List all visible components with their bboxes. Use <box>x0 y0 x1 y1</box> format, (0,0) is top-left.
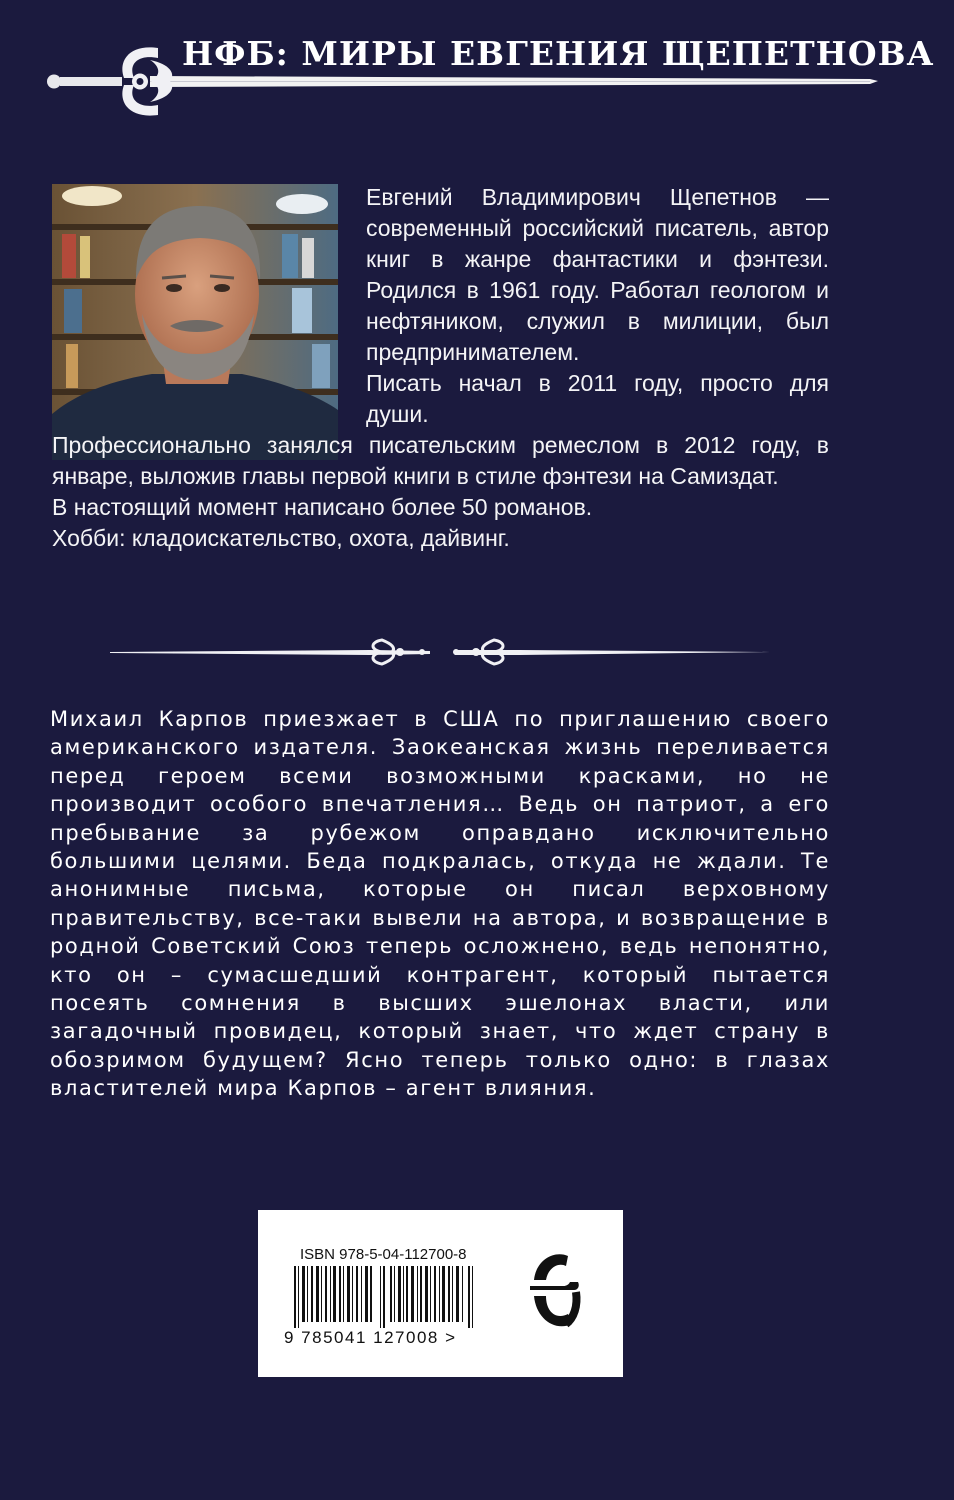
bio-paragraph: Профессионально занялся писательским ремеслом в 2012 году, в январе, выложив главы первой книги в стиле фэнтези на Самиздат. <box>52 432 829 489</box>
bio-paragraph: Евгений Владимирович Щепетнов — современный российский писатель, автор книг в жанре фантастики и фэнтези. Родился в 1961 году. Работал геологом и нефтяником, служил в милиции, был предпринимателем. <box>366 184 829 365</box>
bio-paragraph: Хобби: кладоискательство, охота, дайвинг. <box>52 525 510 551</box>
bio-paragraph: Писать начал в 2011 году, просто для души. <box>366 370 829 427</box>
isbn-box <box>258 1210 623 1377</box>
book-annotation: Михаил Карпов приезжает в США по приглашению своего американского издателя. Заокеанская жизнь переливается перед героем всеми возможными красками, но не производит особого впечатления… Ведь он патриот, а его пребывание за рубежом оправдано исключительно большими целями. Беда подкралась, откуда не ждали. Те анонимные письма, которые он писал верховному правительству, все-таки вывели на автора, и возвращение в родной Советский Союз теперь осложнено, ведь непонятно, кто он – сумасшедший контрагент, который пытается посеять сомнения в высших эшелонах власти, или загадочный провидец, который знает, что ждет страну в обозримом будущем? Ясно теперь только одно: в глазах властителей мира Карпов – агент влияния. <box>50 707 830 1101</box>
series-header <box>0 0 954 130</box>
series-title: НФБ: МИРЫ ЕВГЕНИЯ ЩЕПЕТНОВА <box>182 34 935 73</box>
photo-spacer <box>52 182 366 430</box>
barcode-icon <box>284 1266 494 1328</box>
barcode-digits: 9 785041 127008 > <box>284 1328 457 1347</box>
ornament-divider-icon <box>100 630 780 674</box>
eksmo-logo-icon <box>524 1246 584 1336</box>
author-bio <box>52 182 829 554</box>
isbn-label: ISBN 978-5-04-112700-8 <box>300 1246 467 1263</box>
bio-paragraph: В настоящий момент написано более 50 романов. <box>52 494 593 520</box>
